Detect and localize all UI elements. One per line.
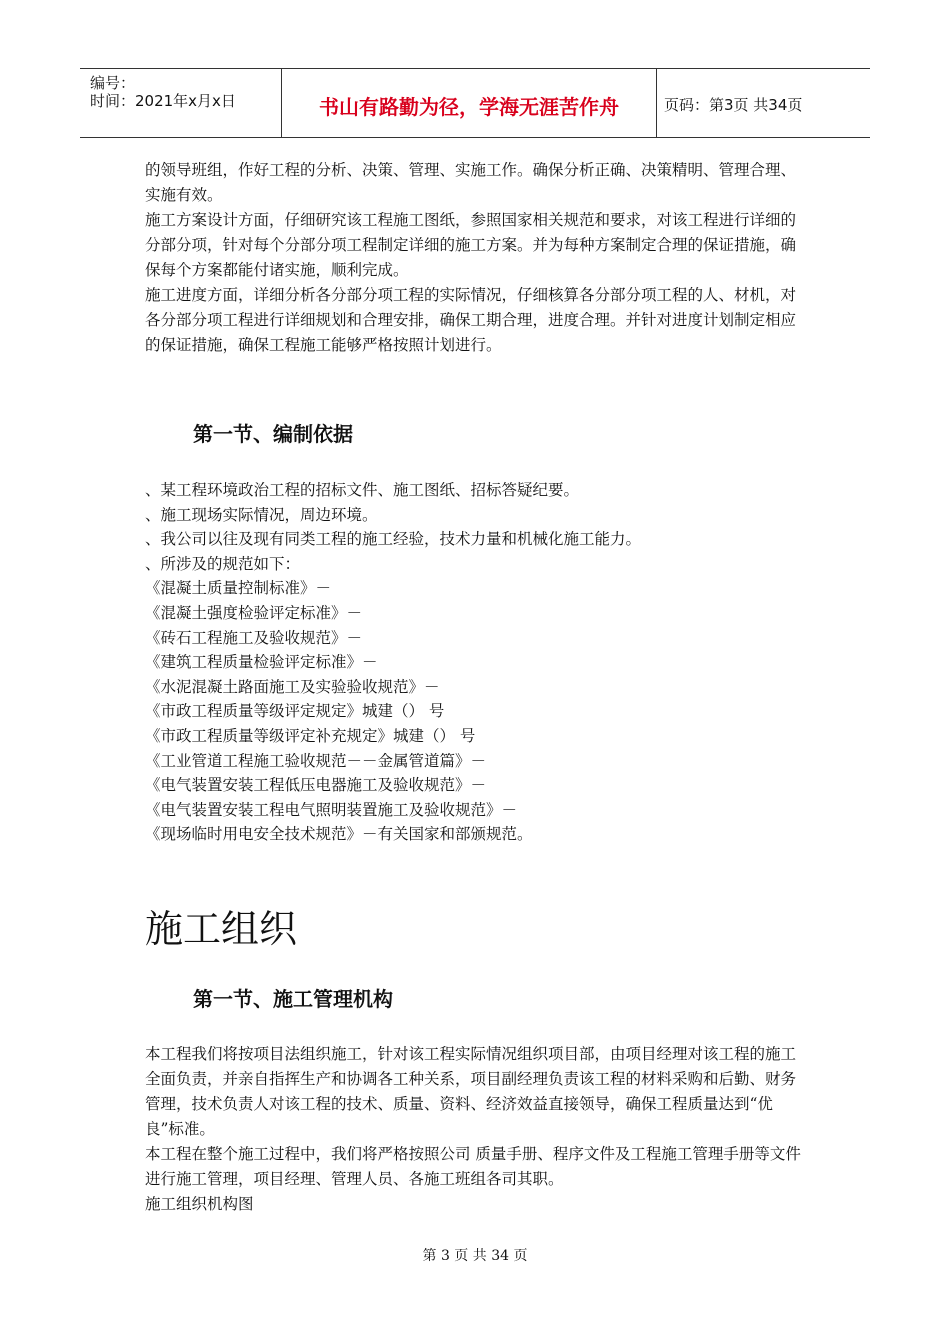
page-footer: 第 3 页 共 34 页 xyxy=(422,1248,528,1264)
org-chart-caption: 施工组织机构图 xyxy=(145,1195,254,1213)
list-item: 《市政工程质量等级评定补充规定》城建（） 号 xyxy=(145,726,476,745)
list-item: 《砖石工程施工及验收规范》－ xyxy=(145,628,363,647)
intro-paragraph-3: 施工进度方面，详细分析各分部分项工程的实际情况，仔细核算各分部分项工程的人、材机，对各分部分项工程进行详细规划和合理安排，确保工期合理，进度合理。并针对进度计划制定相应的保证措施，确保工程施工能够严格按照计划进行。 xyxy=(145,286,797,354)
list-item: 、某工程环境政治工程的招标文件、施工图纸、招标答疑纪要。 xyxy=(145,481,580,499)
intro-paragraph-1: 的领导班组，作好工程的分析、决策、管理、实施工作。确保分析正确、决策精明、管理合理、实施有效。 xyxy=(145,161,797,204)
list-item: 《工业管道工程施工验收规范－－金属管道篇》－ xyxy=(145,751,487,770)
header-page-info: 页码：第3页 共34页 xyxy=(664,96,803,114)
chapter-title: 施工组织 xyxy=(145,907,298,951)
list-item: 《电气装置安装工程电气照明装置施工及验收规范》－ xyxy=(145,800,518,819)
header-motto-cell xyxy=(281,69,657,137)
list-item: 《电气装置安装工程低压电器施工及验收规范》－ xyxy=(145,776,487,795)
list-item: 《现场临时用电安全技术规范》－有关国家和部颁规范。 xyxy=(145,825,533,844)
list-item: 《市政工程质量等级评定规定》城建（） 号 xyxy=(145,702,445,721)
page-header xyxy=(80,68,870,138)
list-item: 《水泥混凝土路面施工及实验验收规范》－ xyxy=(145,677,440,696)
document-date: 时间：2021年x月x日 xyxy=(90,92,236,110)
header-motto: 书山有路勤为径，学海无涯苦作舟 xyxy=(319,95,619,119)
list-item: 《混凝土质量控制标准》－ xyxy=(145,579,332,598)
list-item: 、我公司以往及现有同类工程的施工经验，技术力量和机械化施工能力。 xyxy=(145,530,642,549)
list-item: 、所涉及的规范如下： xyxy=(145,554,301,573)
list-item: 《建筑工程质量检验评定标准》－ xyxy=(145,653,378,672)
header-meta xyxy=(80,69,280,137)
section-title-management: 第一节、施工管理机构 xyxy=(193,987,393,1011)
list-item: 《混凝土强度检验评定标准》－ xyxy=(145,603,363,622)
intro-paragraph-2: 施工方案设计方面，仔细研究该工程施工图纸，参照国家相关规范和要求，对该工程进行详细的分部分项，针对每个分部分项工程制定详细的施工方案。并为每种方案制定合理的保证措施，确保每个方案都能付诸实施，顺利完成。 xyxy=(145,211,797,279)
org-paragraph-1: 本工程我们将按项目法组织施工，针对该工程实际情况组织项目部，由项目经理对该工程的施工全面负责，并亲自指挥生产和协调各工种关系，项目副经理负责该工程的材料采购和后勤、财务管理，技术负责人对该工程的技术、质量、资料、经济效益直接领导，确保工程质量达到“优良”标准。 xyxy=(145,1045,797,1138)
list-item: 、施工现场实际情况，周边环境。 xyxy=(145,505,378,524)
document-number-label: 编号： xyxy=(90,74,136,92)
section-title-basis: 第一节、编制依据 xyxy=(193,422,353,446)
org-paragraph-2: 本工程在整个施工过程中，我们将严格按照公司 质量手册、程序文件及工程施工管理手册等文件进行施工管理，项目经理、管理人员、各施工班组各司其职。 xyxy=(145,1145,801,1188)
basis-list xyxy=(145,478,641,847)
